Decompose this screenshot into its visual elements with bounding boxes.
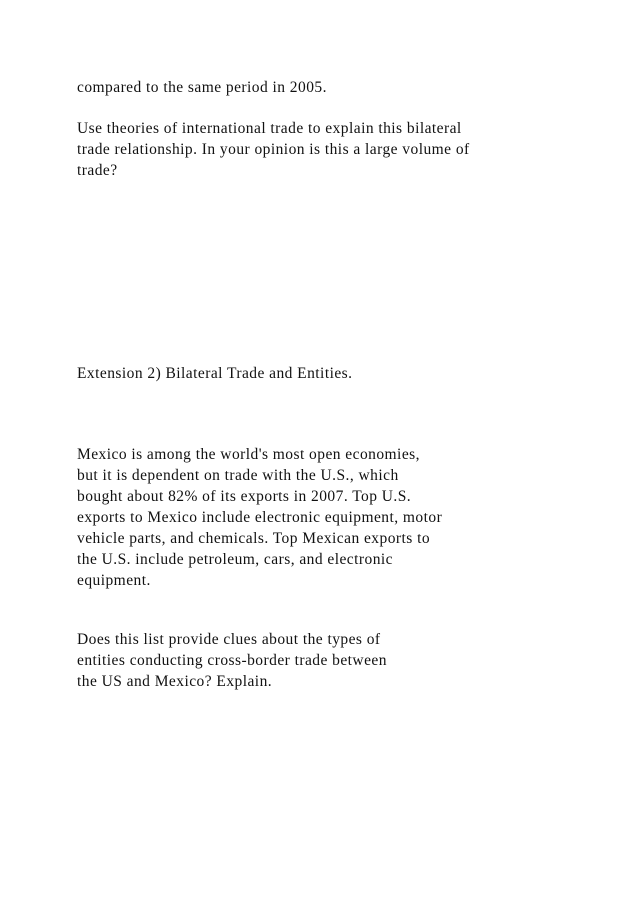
text-line: equipment.	[77, 572, 151, 589]
text-line: trade?	[77, 162, 118, 179]
text-line: vehicle parts, and chemicals. Top Mexican exports to	[77, 530, 431, 547]
text-line: bought about 82% of its exports in 2007. Top U.S.	[77, 488, 412, 505]
text-line: but it is dependent on trade with the U.S., which	[77, 467, 399, 484]
text-line: exports to Mexico include electronic equipment, motor	[77, 509, 443, 526]
text-line: the U.S. include petroleum, cars, and electronic	[77, 551, 393, 568]
text-line: entities conducting cross-border trade between	[77, 652, 387, 669]
section-heading: Extension 2) Bilateral Trade and Entities.	[77, 365, 353, 382]
text-line: compared to the same period in 2005.	[77, 79, 327, 96]
text-line: Mexico is among the world's most open economies,	[77, 446, 420, 463]
text-line: Use theories of international trade to explain this bilateral	[77, 120, 462, 137]
text-line: trade relationship. In your opinion is this a large volume of	[77, 141, 470, 158]
text-line: Does this list provide clues about the types of	[77, 631, 381, 648]
text-line: the US and Mexico? Explain.	[77, 673, 273, 690]
